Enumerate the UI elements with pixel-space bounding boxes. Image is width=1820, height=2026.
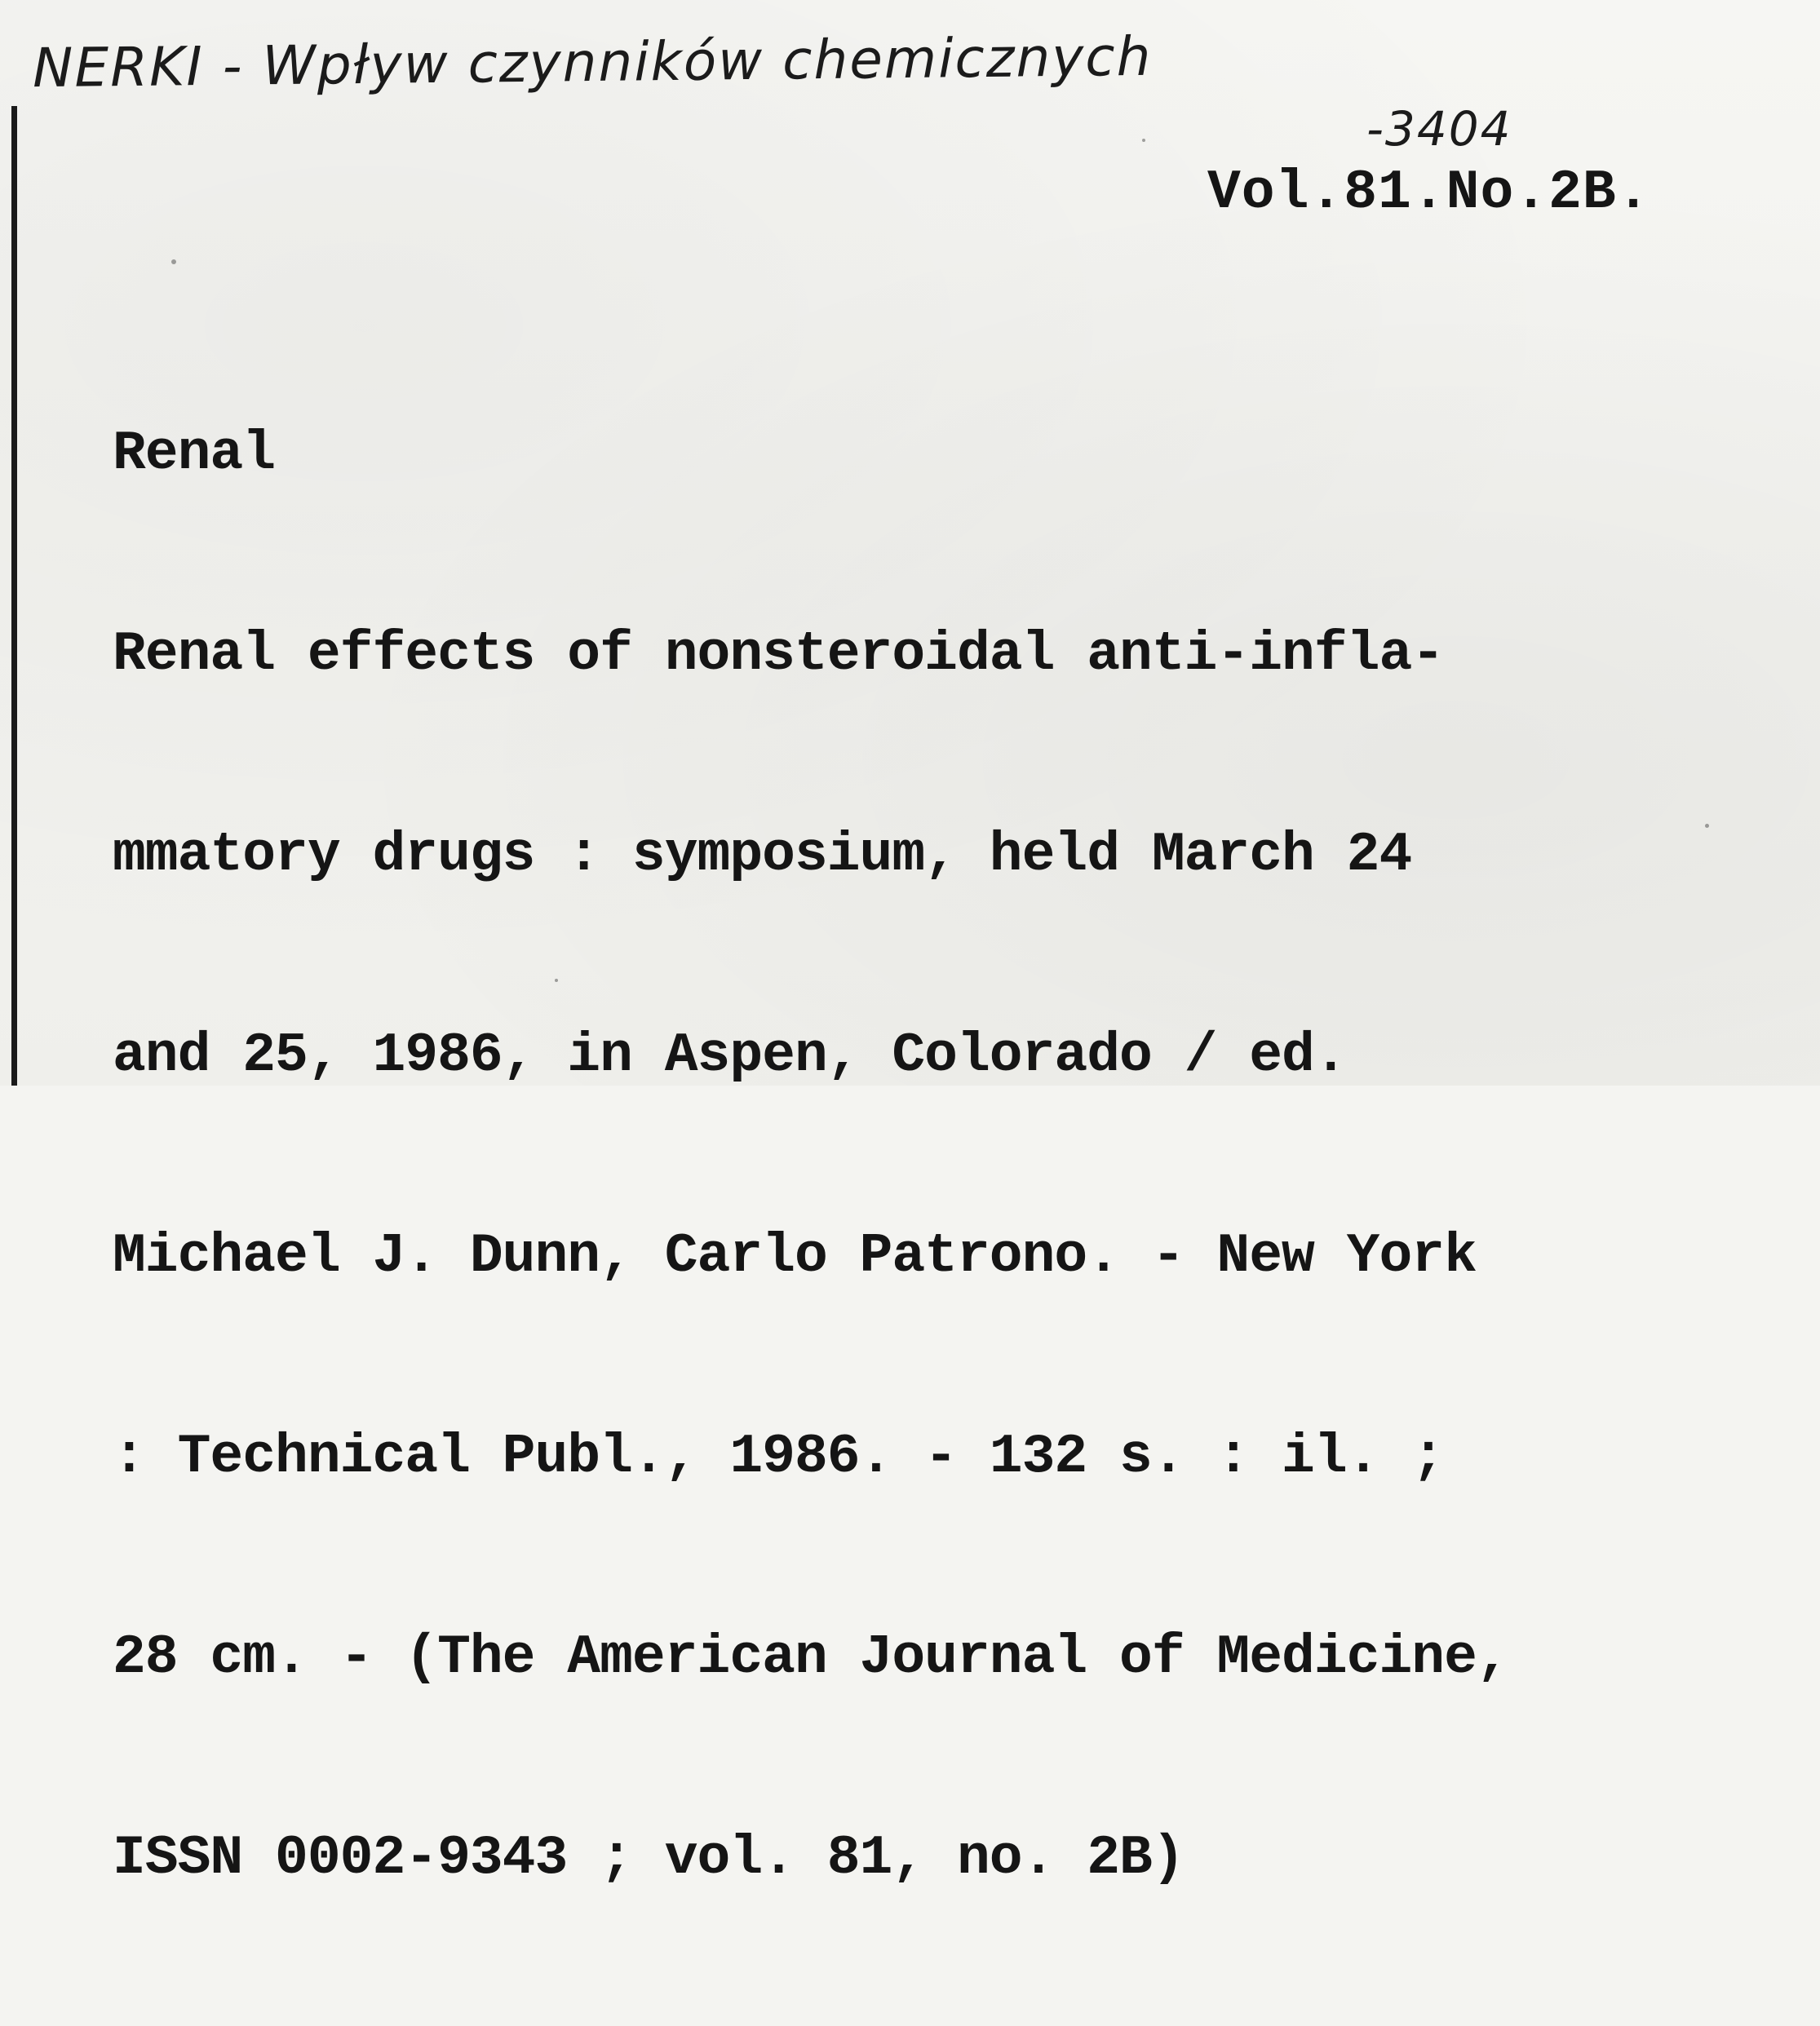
handwritten-number: -3404: [1366, 101, 1512, 157]
card-left-edge: [11, 106, 17, 1086]
ink-speck: [1142, 139, 1145, 142]
entry-line: Michael J. Dunn, Carlo Patrono. - New York: [113, 1225, 1477, 1288]
entry-line: 28 cm. - (The American Journal of Medicine,: [113, 1626, 1509, 1689]
entry-line: ISSN 0002-9343 ; vol. 81, no. 2B): [113, 1827, 1185, 1890]
call-number: Vol.81.No.2B.: [1207, 161, 1651, 224]
ink-speck: [1705, 824, 1709, 828]
bibliographic-entry: [113, 287, 1509, 2026]
entry-line: : Technical Publ., 1986. - 132 s. : il. ;: [113, 1426, 1445, 1489]
entry-heading: Renal: [113, 422, 276, 485]
entry-line: Renal effects of nonsteroidal anti-infla-: [113, 623, 1445, 686]
handwritten-subject-heading: NERKI - Wpływ czynników chemicznych: [32, 24, 1153, 100]
ink-speck: [171, 259, 176, 264]
entry-line: mmatory drugs : symposium, held March 24: [113, 824, 1412, 887]
entry-line: and 25, 1986, in Aspen, Colorado / ed.: [113, 1024, 1347, 1087]
